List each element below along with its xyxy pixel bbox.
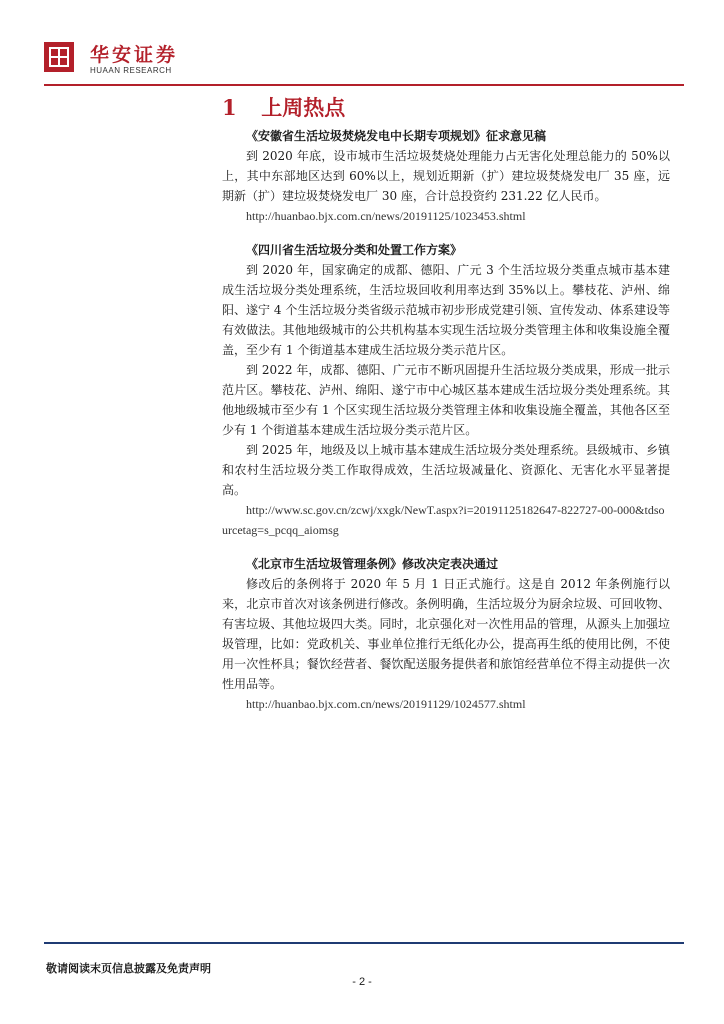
footer-divider: [44, 942, 684, 944]
item-heading-beijing: 《北京市生活垃圾管理条例》修改决定表决通过: [246, 557, 499, 571]
item-paragraph: 到 2025 年，地级及以上城市基本建成生活垃圾分类处理系统。县级城市、乡镇和农村生活垃圾分类工作取得成效，生活垃圾减量化、资源化、无害化水平显著提高。: [222, 443, 670, 497]
header-divider: [44, 84, 684, 86]
page-number: - 2 -: [352, 976, 372, 988]
disclaimer-note: 敬请阅读末页信息披露及免责声明: [46, 962, 211, 975]
item-source-link[interactable]: http://www.sc.gov.cn/zcwj/xxgk/NewT.aspx?i=20191125182647-822727-00-000&tdsourcetag=s_pcqq_aiomsg: [222, 503, 665, 537]
section-title: [222, 92, 345, 122]
item-paragraph: 到 2022 年，成都、德阳、广元市不断巩固提升生活垃圾分类成果，形成一批示范片区。攀枝花、泸州、绵阳、遂宁市中心城区基本建成生活垃圾分类处理系统。其他地级城市至少有 1 个区实现生活垃圾分类管理主体和收集设施全覆盖，其他各区至少有 1 个街道基本建成生活垃圾分类示范片区。: [222, 363, 670, 437]
content-body: [222, 126, 670, 714]
section-number: 1: [222, 95, 237, 120]
item-heading-anhui: 《安徽省生活垃圾焚烧发电中长期专项规划》征求意见稿: [246, 129, 547, 143]
page-header: [44, 40, 684, 86]
item-source-link[interactable]: http://huanbao.bjx.com.cn/news/20191125/1023453.shtml: [246, 209, 526, 223]
huaan-logo-icon: [44, 42, 74, 72]
item-heading-sichuan: 《四川省生活垃圾分类和处置工作方案》: [246, 243, 463, 257]
brand-name-en: HUAAN RESEARCH: [90, 66, 172, 75]
item-source-link[interactable]: http://huanbao.bjx.com.cn/news/20191129/1024577.shtml: [246, 697, 526, 711]
brand-name-cn: 华安证券: [90, 44, 179, 66]
section-title-text: 上周热点: [261, 95, 346, 120]
item-paragraph: 到 2020 年底，设市城市生活垃圾焚烧处理能力占无害化处理总能力的 50%以上，其中东部地区达到 60%以上，规划近期新（扩）建垃圾焚烧发电厂 35 座，远期新（扩）建垃圾焚烧发电厂 30 座，合计总投资约 231.22 亿人民币。: [222, 149, 670, 203]
item-paragraph: 修改后的条例将于 2020 年 5 月 1 日正式施行。这是自 2012 年条例施行以来，北京市首次对该条例进行修改。条例明确，生活垃圾分为厨余垃圾、可回收物、有害垃圾、其他垃圾四大类。同时，北京强化对一次性用品的管理，从源头上加强垃圾管理，比如：党政机关、事业单位推行无纸化办公，提高再生纸的使用比例，不使用一次性杯具；餐饮经营者、餐饮配送服务提供者和旅馆经营单位不得主动提供一次性用品等。: [222, 577, 670, 691]
item-paragraph: 到 2020 年，国家确定的成都、德阳、广元 3 个生活垃圾分类重点城市基本建成生活垃圾分类处理系统，生活垃圾回收利用率达到 35%以上。攀枝花、泸州、绵阳、遂宁 4 个生活垃圾分类省级示范城市初步形成党建引领、宣传发动、体系建设等有效做法。其他地级城市的公共机构基本实现生活垃圾分类管理主体和收集设施全覆盖，至少有 1 个街道基本建成生活垃圾分类示范片区。: [222, 263, 670, 357]
